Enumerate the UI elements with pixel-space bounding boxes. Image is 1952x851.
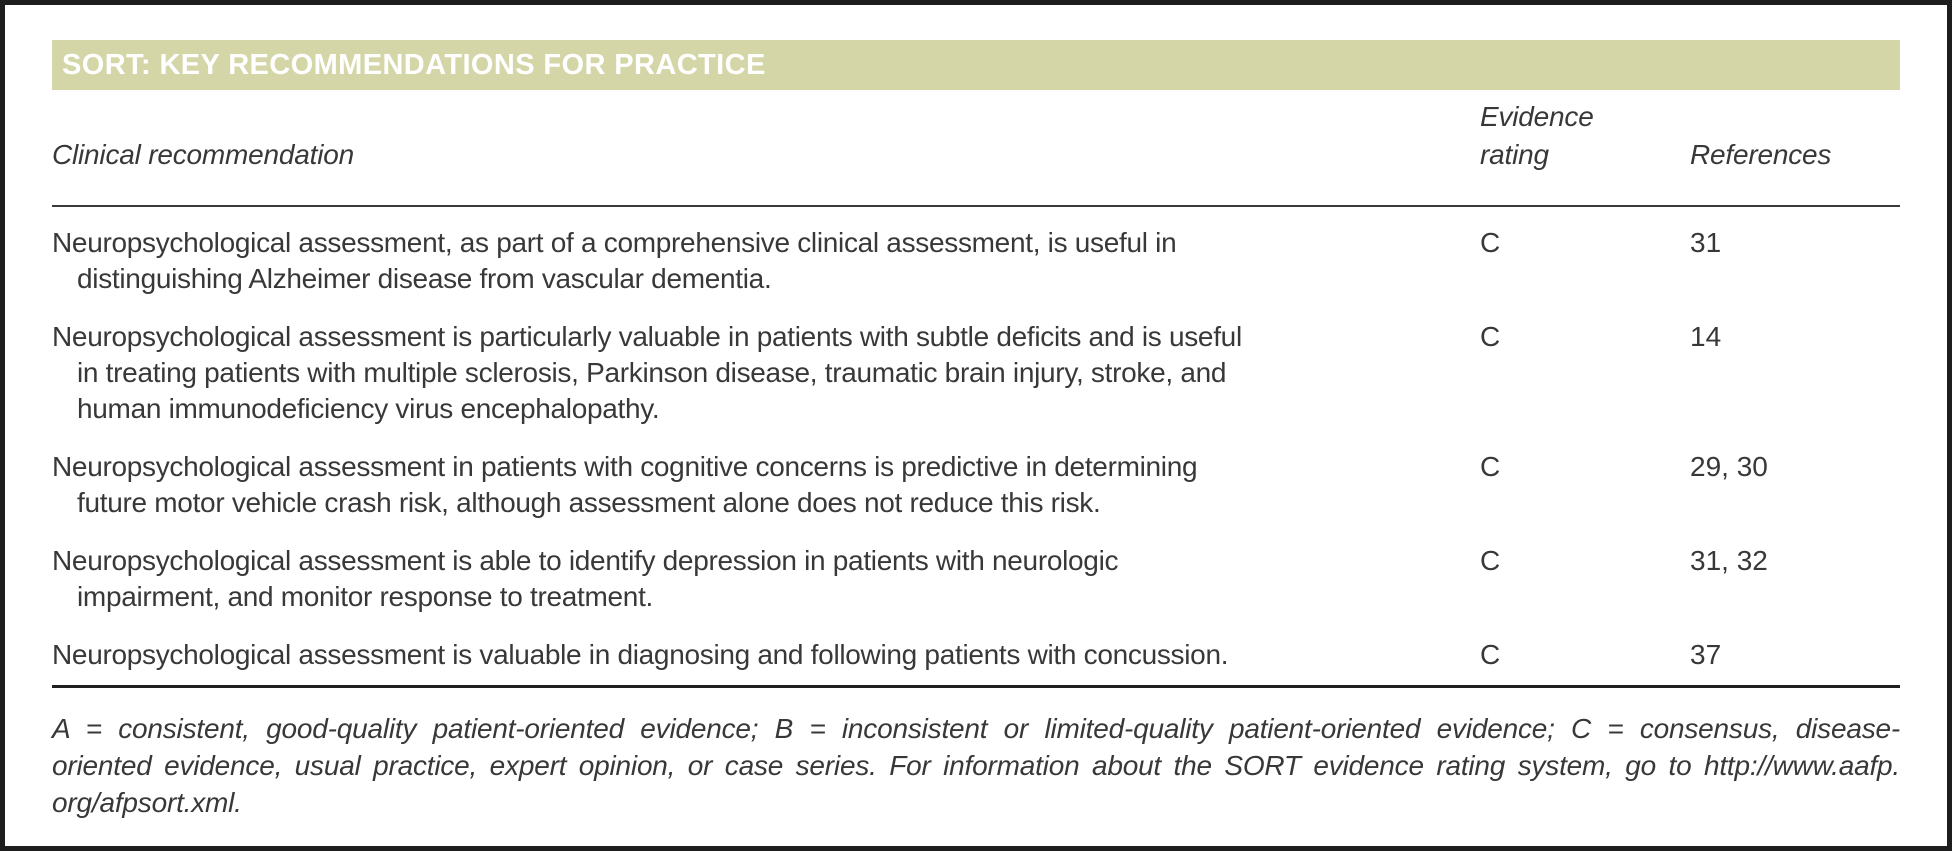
recommendation-text	[52, 225, 1480, 297]
column-header-clinical-recommendation: Clinical recommendation	[52, 139, 354, 170]
recommendation-line: future motor vehicle crash risk, although assessment alone does not reduce this risk.	[77, 487, 1101, 518]
table-row	[52, 449, 1900, 521]
footnote-line: oriented evidence, usual practice, expert opinion, or case series. For information about the SORT evidence rating system, go to http://www.aafp.	[52, 750, 1900, 781]
references-cell: 31	[1690, 227, 1722, 258]
recommendation-line: in treating patients with multiple sclerosis, Parkinson disease, traumatic brain injury, stroke, and	[77, 357, 1227, 388]
references-cell: 14	[1690, 321, 1722, 352]
recommendation-line: impairment, and monitor response to treatment.	[77, 581, 654, 612]
recommendation-line: distinguishing Alzheimer disease from vascular dementia.	[77, 263, 772, 294]
recommendation-line: Neuropsychological assessment is valuable in diagnosing and following patients with concussion.	[52, 639, 1229, 670]
evidence-rating-cell: C	[1480, 227, 1501, 258]
recommendation-text	[52, 637, 1480, 673]
evidence-rating-cell: C	[1480, 321, 1501, 352]
recommendation-text	[52, 449, 1480, 521]
recommendation-line: Neuropsychological assessment is able to identify depression in patients with neurologic	[52, 545, 1119, 576]
column-header-row	[52, 98, 1900, 174]
references-cell: 29, 30	[1690, 451, 1768, 482]
recommendation-line: Neuropsychological assessment is particularly valuable in patients with subtle deficits and is useful	[52, 321, 1242, 352]
table-title-bar	[52, 40, 1900, 90]
table-row	[52, 319, 1900, 427]
column-header-evidence-rating: Evidence rating	[1480, 101, 1594, 170]
evidence-rating-cell: C	[1480, 545, 1501, 576]
table-row	[52, 543, 1900, 615]
recommendation-line: Neuropsychological assessment, as part of a comprehensive clinical assessment, is useful in	[52, 227, 1177, 258]
references-cell: 31, 32	[1690, 545, 1768, 576]
evidence-rating-cell: C	[1480, 451, 1501, 482]
recommendation-line: Neuropsychological assessment in patients with cognitive concerns is predictive in determining	[52, 451, 1198, 482]
table-title: SORT: KEY RECOMMENDATIONS FOR PRACTICE	[62, 48, 766, 81]
table-row	[52, 637, 1900, 673]
recommendation-text	[52, 319, 1480, 427]
footnote-line: A = consistent, good-quality patient-oriented evidence; B = inconsistent or limited-quality patient-oriented evidence; C = consensus, disease-	[52, 713, 1900, 744]
sort-footnote	[52, 688, 1900, 821]
figure-content	[52, 40, 1900, 821]
column-header-references: References	[1690, 139, 1832, 170]
recommendation-text	[52, 543, 1480, 615]
references-cell: 37	[1690, 639, 1722, 670]
evidence-rating-cell: C	[1480, 639, 1501, 670]
recommendation-rows	[52, 207, 1900, 673]
footnote-line: org/afpsort.xml.	[52, 787, 242, 818]
recommendation-line: human immunodeficiency virus encephalopathy.	[77, 393, 660, 424]
table-row	[52, 225, 1900, 297]
